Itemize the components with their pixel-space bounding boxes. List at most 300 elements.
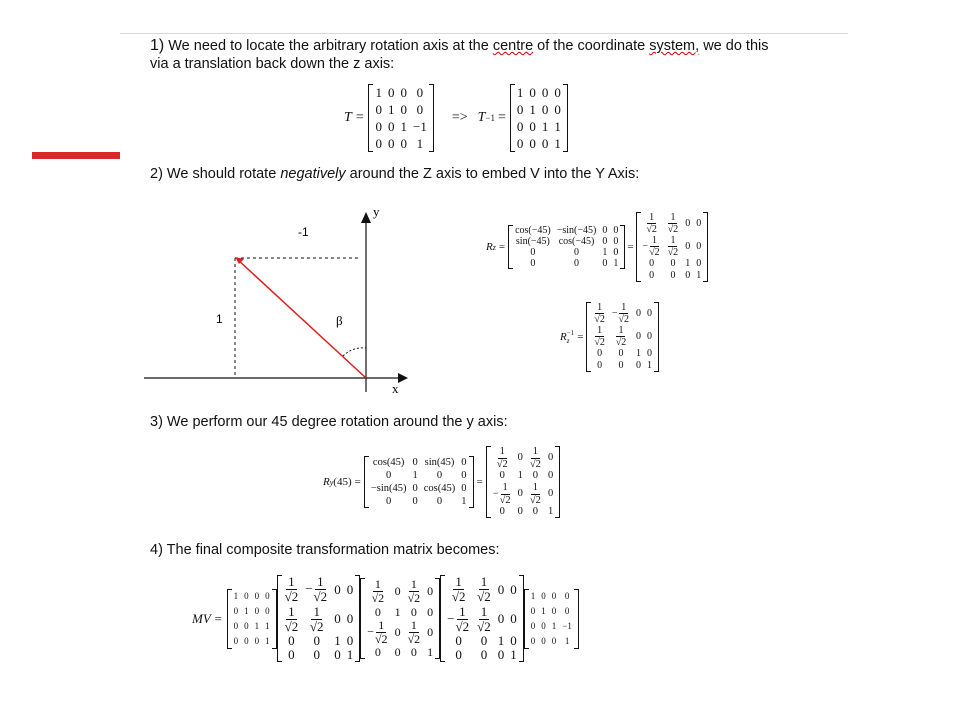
cell: 0 [427, 604, 434, 619]
cell: 0 [427, 584, 434, 599]
matrix-mv-t-last [524, 589, 579, 649]
cell: 0 [313, 633, 320, 649]
matrix-cell: 1 [233, 590, 239, 601]
x-axis-label: x [392, 381, 399, 396]
matrix-cell: 0 [244, 635, 249, 646]
matrix-cell: 0 [461, 457, 467, 469]
matrix-cell: 0 [254, 605, 260, 616]
cell: 1 [346, 647, 354, 663]
cell: 0 [670, 270, 676, 281]
rz-subscript: z [492, 242, 496, 252]
frac-den: √2 [667, 247, 679, 258]
cell: 0 [410, 644, 417, 659]
rz-label: R [486, 241, 493, 253]
matrix-cell: 0 [541, 590, 546, 601]
cell: 0 [696, 217, 702, 229]
frac-den: √2 [649, 247, 660, 258]
cell: 0 [685, 240, 691, 252]
frac-den: √2 [477, 618, 491, 634]
matrix-cell: 1 [254, 620, 260, 631]
matrix-row [231, 634, 273, 649]
matrix-row [512, 258, 621, 269]
matrix-ry-value [486, 446, 560, 518]
step1-text-a: We need to locate the arbitrary rotation axis at the [164, 38, 493, 54]
step2-emphasis: negatively [280, 166, 346, 182]
frac-num: 1 [410, 577, 417, 592]
matrix-row [368, 482, 470, 495]
cell: 0 [334, 647, 341, 663]
frac-den: √2 [646, 224, 657, 235]
matrix-cell: 0 [574, 247, 580, 258]
cell: 0 [636, 307, 642, 319]
cell: 0 [532, 506, 539, 518]
cell: 1 [334, 633, 341, 649]
cell: 1 [394, 604, 401, 619]
cell: 0 [334, 611, 341, 627]
step4-line: 4) The final composite transformation matrix becomes: [150, 542, 500, 558]
frac-num: 1 [480, 603, 488, 619]
matrix-cell: 0 [602, 236, 608, 247]
matrix-cell: cos(−45) [558, 236, 595, 247]
matrix-cell: 0 [554, 102, 561, 117]
matrix-mv-t [227, 589, 277, 649]
step2-line [150, 165, 639, 183]
frac-num: 1 [455, 574, 462, 589]
cell: 0 [313, 647, 320, 663]
neg-sign: − [492, 488, 499, 500]
matrix-row [528, 589, 575, 604]
label-neg-one: -1 [298, 225, 309, 239]
matrix-cell: 0 [541, 102, 549, 117]
matrix-cell: 0 [529, 136, 536, 151]
matrix-cell: 0 [375, 119, 382, 134]
matrix-cell: 0 [254, 590, 260, 601]
matrix-row [512, 247, 621, 258]
matrix-cell: 0 [574, 258, 580, 269]
frac-den: √2 [529, 494, 541, 506]
matrix-t-inverse [510, 84, 568, 152]
label-one: 1 [216, 312, 223, 326]
matrix-row [514, 84, 564, 101]
cell: 0 [547, 452, 554, 464]
matrix-cell: 0 [233, 635, 239, 646]
frac-num: 1 [288, 574, 295, 589]
matrix-cell: 1 [602, 247, 608, 258]
matrix-cell: sin(−45) [515, 236, 550, 247]
x-axis-arrowhead [398, 373, 408, 383]
matrix-cell: 1 [564, 635, 570, 646]
frac-num: 1 [670, 235, 676, 246]
cell: 0 [649, 270, 655, 281]
frac-den: √2 [451, 589, 466, 605]
frac-den: √2 [455, 618, 470, 634]
cell: 0 [510, 581, 517, 597]
matrix-cell: 1 [554, 136, 561, 151]
cell: 0 [517, 506, 523, 518]
matrix-cell: 0 [375, 102, 382, 117]
matrix-row [368, 469, 470, 482]
frac-num: 1 [621, 302, 627, 313]
cell: 0 [427, 624, 434, 639]
cell: 0 [480, 633, 488, 649]
cell: 0 [510, 633, 517, 649]
frac-den: √2 [615, 337, 627, 348]
cell: 0 [510, 611, 517, 627]
matrix-cell: 0 [613, 236, 619, 247]
matrix-row [372, 118, 429, 135]
matrix-cell: 0 [375, 136, 382, 151]
step1-text-c: we do this [699, 38, 769, 54]
tinv-equals: = [498, 110, 506, 125]
rotation-diagram [140, 200, 420, 400]
cell: 0 [394, 644, 401, 659]
ry-equals: = [354, 476, 361, 489]
neg-sign: − [642, 240, 649, 252]
cell: 0 [532, 470, 539, 482]
step1-line2: via a translation back down the z axis: [150, 56, 395, 72]
top-divider [120, 33, 848, 34]
matrix-cell: 1 [541, 605, 546, 616]
frac-num: 1 [499, 446, 505, 457]
frac-den: √2 [618, 314, 630, 325]
matrix-cell: 0 [602, 258, 608, 269]
matrix-cell: 0 [551, 590, 557, 601]
matrix-row [372, 135, 429, 152]
matrix-cell: 0 [412, 496, 418, 508]
matrix-cell: 1 [461, 496, 467, 508]
cell: 1 [636, 348, 642, 359]
matrix-cell: −sin(−45) [556, 225, 597, 236]
matrix-cell: 0 [551, 605, 557, 616]
matrix-cell: 1 [516, 85, 524, 100]
frac-den: √2 [407, 591, 421, 606]
matrix-cell: 1 [530, 590, 536, 601]
matrix-cell: 0 [412, 457, 418, 469]
ry-argument: (45) [333, 476, 352, 489]
frac-num: 1 [651, 235, 657, 246]
matrix-cell: 1 [551, 620, 557, 631]
vector-v [237, 259, 366, 378]
cell: 0 [696, 258, 702, 269]
y-axis-arrowhead [361, 212, 371, 223]
cell: 0 [410, 604, 417, 619]
ry-equation [323, 446, 560, 518]
cell: 0 [517, 488, 523, 500]
frac-num: 1 [374, 577, 381, 592]
step2-text-b: around the Z axis to embed V into the Y Axis: [345, 166, 640, 182]
matrix-cell: 0 [265, 605, 270, 616]
cell: 0 [334, 581, 341, 597]
cell: 1 [547, 506, 554, 518]
cell: 0 [497, 611, 505, 627]
matrix-cell: 0 [387, 119, 395, 134]
matrix-cell: cos(−45) [515, 225, 551, 236]
matrix-cell: sin(45) [424, 457, 455, 469]
cell: 0 [618, 348, 624, 359]
matrix-cell: 1 [541, 119, 549, 134]
matrix-cell: 0 [564, 605, 570, 616]
matrix-cell: 0 [436, 496, 443, 508]
matrix-cell: 0 [386, 470, 392, 482]
matrix-cell: 0 [541, 85, 549, 100]
matrix-row [372, 84, 429, 101]
cell: 0 [455, 647, 462, 663]
matrix-row [231, 589, 273, 604]
matrix-cell: 0 [602, 225, 608, 236]
matrix-cell: 0 [541, 620, 546, 631]
tinv-label: T [477, 110, 486, 125]
frac-num: 1 [597, 302, 603, 313]
cell: 0 [647, 307, 653, 319]
matrix-cell: 0 [530, 258, 536, 269]
matrix-cell: 0 [530, 605, 536, 616]
cell: 1 [510, 647, 517, 663]
cell: 0 [374, 644, 381, 659]
matrix-cell: 0 [529, 85, 536, 100]
matrix-cell: 0 [541, 635, 546, 646]
step1-line1 [150, 37, 769, 55]
cell: 1 [517, 470, 523, 482]
cell: 0 [670, 258, 676, 269]
cell: 0 [636, 360, 642, 371]
cell: 1 [685, 258, 691, 269]
matrix-cell: 0 [613, 247, 619, 258]
matrix-cell: 1 [265, 635, 270, 646]
cell: 0 [288, 633, 295, 649]
matrix-row [528, 634, 575, 649]
rzinv-label: R [560, 331, 567, 343]
frac-den: √2 [499, 494, 511, 506]
matrix-row [231, 619, 273, 634]
frac-num: 1 [480, 574, 488, 589]
cell: 0 [499, 470, 505, 482]
matrix-ry-trig [364, 456, 474, 508]
matrix-cell: −sin(45) [370, 483, 407, 495]
t-label: T = [344, 110, 365, 125]
cell: 0 [374, 604, 381, 619]
matrix-cell: cos(45) [372, 457, 405, 469]
cell: 0 [497, 647, 505, 663]
matrix-cell: 1 [387, 102, 395, 117]
matrix-cell: 0 [386, 496, 392, 508]
frac-num: 1 [618, 325, 624, 336]
matrix-cell: 0 [416, 85, 424, 100]
cell: 0 [346, 611, 354, 627]
cell: 1 [497, 633, 505, 649]
matrix-cell: 1 [554, 119, 561, 134]
frac-den: √2 [284, 618, 299, 634]
matrix-row [512, 225, 621, 236]
frac-den: √2 [284, 589, 299, 605]
matrix-cell: 0 [244, 590, 249, 601]
cell: 1 [647, 360, 653, 371]
matrix-row [368, 456, 470, 469]
frac-num: 1 [459, 603, 466, 619]
frac-den: √2 [667, 224, 679, 235]
frac-num: 1 [313, 603, 320, 619]
matrix-cell: 0 [436, 470, 443, 482]
matrix-row [372, 101, 429, 118]
step1-text-b: of the coordinate [533, 38, 650, 54]
implies-arrow: => [451, 110, 468, 125]
matrix-cell: 0 [244, 620, 249, 631]
frac-den: √2 [371, 591, 385, 606]
frac-num: 1 [597, 325, 603, 336]
cell: 0 [597, 360, 603, 371]
matrix-cell: 0 [400, 136, 407, 151]
frac-den: √2 [309, 618, 324, 634]
rzinv-superscript: −1 [566, 329, 575, 337]
matrix-t [368, 84, 433, 152]
rz-equals: = [498, 241, 506, 253]
matrix-mv-rz [440, 575, 524, 662]
matrix-cell: 0 [530, 247, 536, 258]
frac-num: 1 [532, 446, 539, 457]
neg-sign: − [447, 610, 455, 626]
matrix-row [231, 604, 273, 619]
beta-arc [343, 348, 366, 356]
tinv-superscript: −1 [485, 113, 495, 123]
cell: 0 [618, 360, 624, 371]
neg-sign: − [305, 580, 313, 596]
matrix-cell: 0 [233, 605, 239, 616]
matrix-cell: 0 [530, 635, 536, 646]
matrix-row [528, 604, 575, 619]
matrix-cell: 0 [400, 85, 407, 100]
neg-sign: − [367, 624, 374, 639]
cell: 0 [685, 217, 691, 229]
neg-sign: − [611, 307, 618, 319]
ry-subscript: y [329, 477, 334, 487]
spell-flag-centre: centre [492, 38, 534, 54]
cell: 0 [696, 240, 702, 252]
frac-num: 1 [670, 212, 676, 223]
frac-den: √2 [529, 458, 541, 470]
cell: 0 [647, 348, 653, 359]
matrix-cell: 0 [530, 620, 536, 631]
frac-num: 1 [649, 212, 655, 223]
cell: 0 [497, 581, 505, 597]
matrix-row [528, 619, 575, 634]
matrix-cell: 0 [554, 85, 561, 100]
matrix-cell: 0 [541, 136, 549, 151]
cell: 0 [547, 470, 554, 482]
matrix-mv-rz-inverse [277, 575, 361, 662]
matrix-cell: 0 [461, 483, 467, 495]
frac-num: 1 [317, 574, 324, 589]
matrix-cell: 0 [400, 102, 407, 117]
cell: 0 [647, 330, 653, 342]
matrix-row [514, 101, 564, 118]
cell: 0 [288, 647, 295, 663]
cell: 0 [685, 270, 691, 281]
cell: 0 [499, 506, 505, 518]
matrix-cell: 1 [412, 470, 418, 482]
matrix-cell: 0 [461, 470, 467, 482]
matrix-cell: −1 [562, 620, 572, 631]
matrix-cell: 0 [387, 85, 395, 100]
matrix-cell: 1 [375, 85, 382, 100]
matrix-cell: 0 [551, 635, 557, 646]
matrix-cell: 0 [416, 102, 424, 117]
rzinv-subscript: z [566, 337, 570, 345]
matrix-row [368, 495, 470, 508]
mv-equation [192, 575, 579, 662]
cell: 0 [346, 581, 354, 597]
matrix-cell: 0 [564, 590, 570, 601]
cell: 0 [346, 633, 354, 649]
matrix-cell: cos(45) [423, 483, 456, 495]
matrix-row [514, 135, 564, 152]
step3-line: 3) We perform our 45 degree rotation around the y axis: [150, 414, 508, 430]
y-axis-label: y [373, 204, 380, 219]
beta-label: β [336, 313, 343, 328]
frac-den: √2 [313, 589, 328, 605]
rzinv-equals: = [577, 331, 584, 343]
spell-flag-system: system, [649, 38, 700, 54]
frac-den: √2 [374, 631, 388, 646]
matrix-cell: 0 [613, 225, 619, 236]
frac-num: 1 [378, 617, 385, 632]
cell: 0 [480, 647, 488, 663]
frac-num: 1 [288, 603, 295, 619]
step1-number: 1) [150, 37, 165, 54]
matrix-cell: 0 [516, 102, 524, 117]
matrix-cell: 1 [244, 605, 249, 616]
frac-den: √2 [407, 631, 421, 646]
matrix-cell: 0 [387, 136, 395, 151]
matrix-cell: 0 [254, 635, 260, 646]
matrix-cell: 1 [529, 102, 536, 117]
cell: 1 [427, 644, 434, 659]
matrix-cell: 0 [233, 620, 239, 631]
cell: 0 [547, 488, 554, 500]
ry-equals-2: = [476, 476, 483, 489]
matrix-cell: 0 [516, 136, 524, 151]
cell: 0 [636, 330, 642, 342]
rz-equation [486, 212, 708, 282]
cell: 0 [394, 624, 401, 639]
frac-num: 1 [502, 482, 508, 494]
matrix-cell: −1 [412, 119, 427, 134]
accent-bar [32, 152, 120, 159]
cell: 0 [394, 584, 401, 599]
frac-num: 1 [532, 482, 539, 494]
step2-text-a: 2) We should rotate [150, 166, 281, 182]
matrix-cell: 0 [412, 483, 418, 495]
matrix-cell: 1 [265, 620, 270, 631]
cell: 0 [597, 348, 603, 359]
matrix-cell: 0 [529, 119, 536, 134]
matrix-rz-inverse [586, 302, 659, 372]
cell: 0 [517, 452, 523, 464]
frac-den: √2 [594, 314, 605, 325]
matrix-row [514, 118, 564, 135]
frac-den: √2 [496, 458, 508, 470]
matrix-cell: 0 [516, 119, 524, 134]
frac-den: √2 [477, 589, 491, 605]
matrix-cell: 1 [400, 119, 407, 134]
rz-equals-2: = [627, 241, 634, 253]
rz-inverse-equation [560, 302, 659, 372]
frac-den: √2 [594, 337, 605, 348]
matrix-cell: 1 [613, 258, 619, 269]
matrix-rz-value [636, 212, 709, 282]
translation-equation [344, 84, 568, 152]
matrix-mv-ry [360, 578, 440, 659]
cell: 0 [649, 258, 655, 269]
matrix-row [512, 236, 621, 247]
